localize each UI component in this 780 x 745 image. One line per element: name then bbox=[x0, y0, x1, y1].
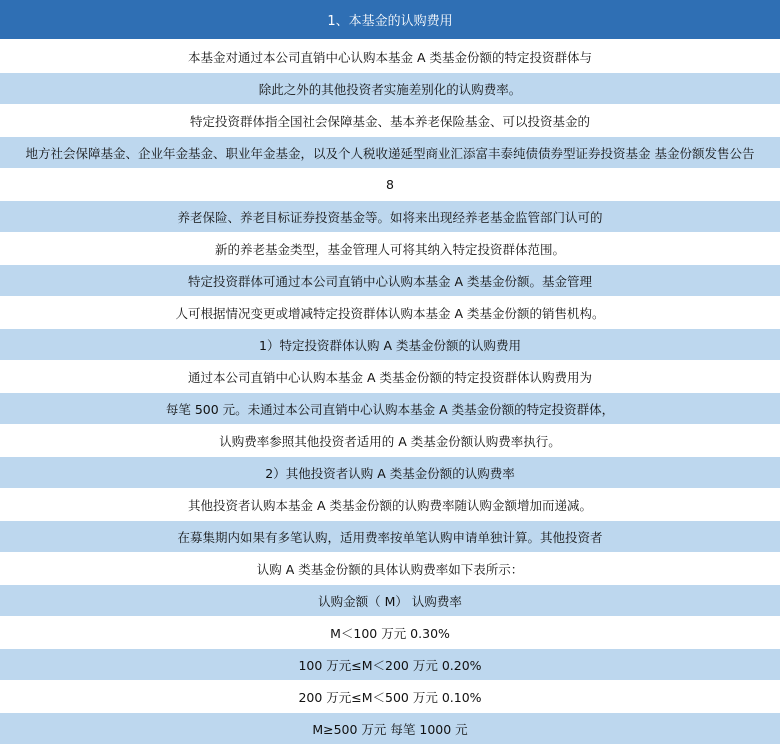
table-row: 本基金对通过本公司直销中心认购本基金 A 类基金份额的特定投资群体与 bbox=[0, 40, 780, 72]
table-row: 地方社会保障基金、企业年金基金、职业年金基金，以及个人税收递延型商业汇添富丰泰纯债债券型证券投资基金 基金份额发售公告 bbox=[0, 136, 780, 168]
fee-tier-row: M≥500 万元 每笔 1000 元 bbox=[0, 712, 780, 744]
table-row: 新的养老基金类型，基金管理人可将其纳入特定投资群体范围。 bbox=[0, 232, 780, 264]
table-row: 人可根据情况变更或增减特定投资群体认购本基金 A 类基金份额的销售机构。 bbox=[0, 296, 780, 328]
page-number-row: 8 bbox=[0, 168, 780, 200]
table-row: 每笔 500 元。未通过本公司直销中心认购本基金 A 类基金份额的特定投资群体， bbox=[0, 392, 780, 424]
table-row: 其他投资者认购本基金 A 类基金份额的认购费率随认购金额增加而递减。 bbox=[0, 488, 780, 520]
table-row: 在募集期内如果有多笔认购，适用费率按单笔认购申请单独计算。其他投资者 bbox=[0, 520, 780, 552]
table-row: 认购 A 类基金份额的具体认购费率如下表所示： bbox=[0, 552, 780, 584]
fee-table-header-row: 认购金额（ M） 认购费率 bbox=[0, 584, 780, 616]
table-row: 特定投资群体指全国社会保障基金、基本养老保险基金、可以投资基金的 bbox=[0, 104, 780, 136]
table-row: 养老保险、养老目标证券投资基金等。如将来出现经养老基金监管部门认可的 bbox=[0, 200, 780, 232]
section-heading-row: 2）其他投资者认购 A 类基金份额的认购费率 bbox=[0, 456, 780, 488]
table-header: 1、本基金的认购费用 bbox=[0, 0, 780, 40]
table-row: 除此之外的其他投资者实施差别化的认购费率。 bbox=[0, 72, 780, 104]
section-heading-row: 1）特定投资群体认购 A 类基金份额的认购费用 bbox=[0, 328, 780, 360]
table-row: 通过本公司直销中心认购本基金 A 类基金份额的特定投资群体认购费用为 bbox=[0, 360, 780, 392]
table-row: 认购费率参照其他投资者适用的 A 类基金份额认购费率执行。 bbox=[0, 424, 780, 456]
fee-tier-row: M＜100 万元 0.30% bbox=[0, 616, 780, 648]
table-row: 特定投资群体可通过本公司直销中心认购本基金 A 类基金份额。基金管理 bbox=[0, 264, 780, 296]
fee-tier-row: 200 万元≤M＜500 万元 0.10% bbox=[0, 680, 780, 712]
fee-tier-row: 100 万元≤M＜200 万元 0.20% bbox=[0, 648, 780, 680]
